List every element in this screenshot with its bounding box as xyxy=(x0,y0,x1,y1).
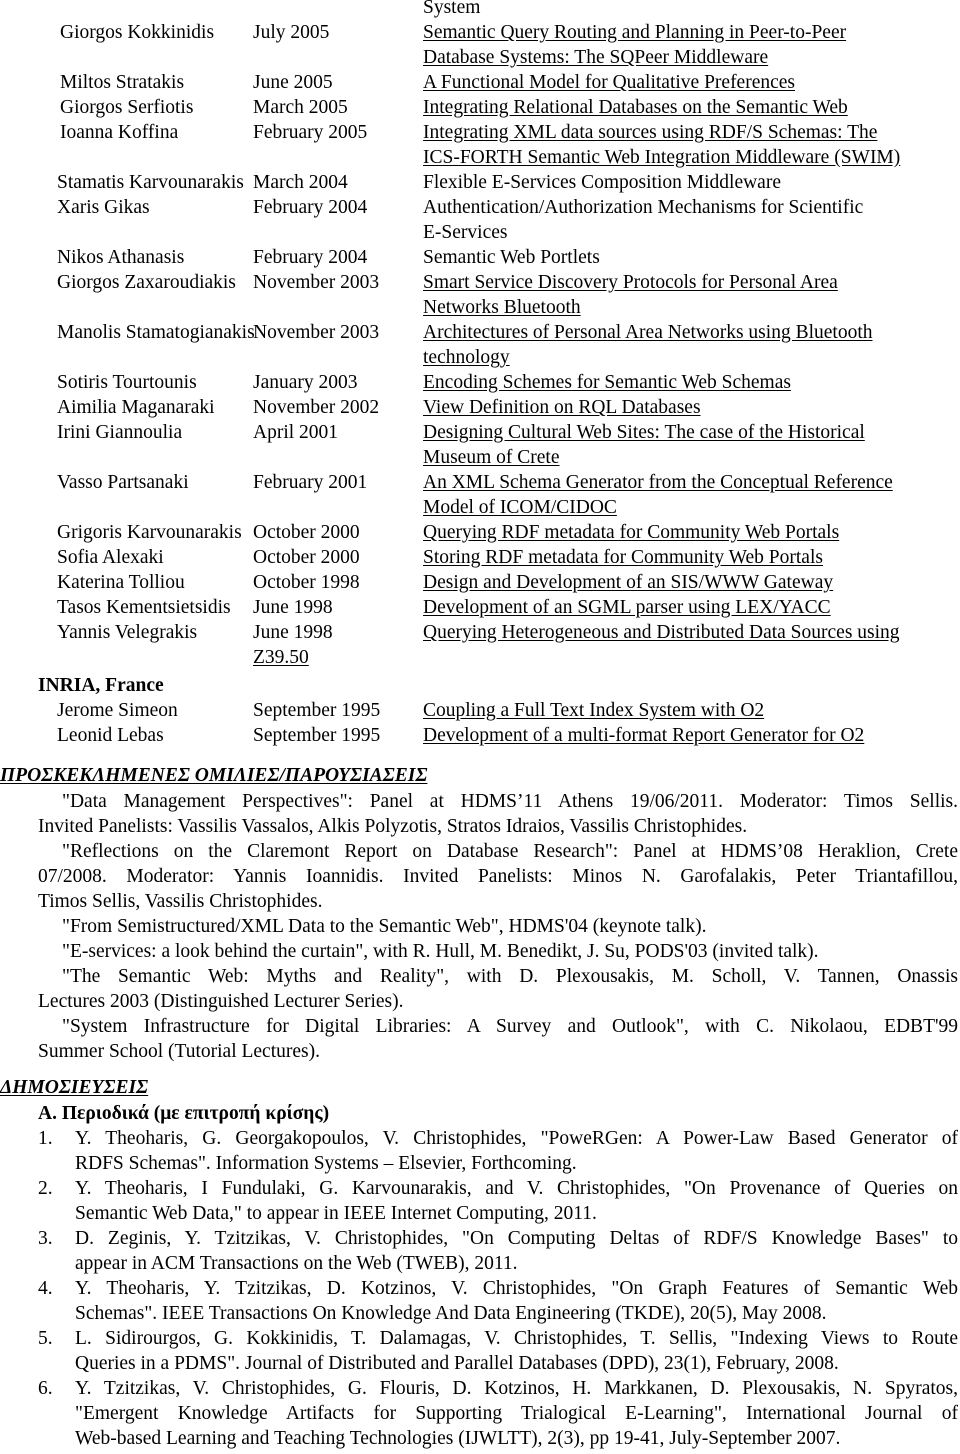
thesis-title-line: Networks Bluetooth xyxy=(423,297,581,318)
thesis-title-line: E-Services xyxy=(423,222,508,243)
thesis-title-line: Architectures of Personal Area Networks using Bluetooth xyxy=(423,322,873,343)
thesis-title xyxy=(423,395,960,420)
thesis-title xyxy=(423,120,960,170)
thesis-date: November 2003 xyxy=(253,272,380,293)
thesis-date: June 1998 xyxy=(253,597,333,618)
thesis-title-line: Coupling a Full Text Index System with O2 xyxy=(423,700,765,721)
thesis-date: February 2004 xyxy=(253,197,368,218)
thesis-title xyxy=(423,698,960,723)
thesis-title-line: Integrating XML data sources using RDF/S Schemas: The xyxy=(423,122,878,143)
thesis-title xyxy=(423,0,960,20)
thesis-student-name: Vasso Partsanaki xyxy=(57,472,189,493)
publication-line: Y. Theoharis, I Fundulaki, G. Karvounarakis, and V. Christophides, "On Provenance of Queries on xyxy=(75,1178,958,1199)
thesis-student-name: Jerome Simeon xyxy=(57,700,178,721)
publication-line: RDFS Schemas". Information Systems – Elsevier, Forthcoming. xyxy=(75,1153,577,1174)
talk-entry xyxy=(38,789,958,839)
thesis-title-line: Querying Heterogeneous and Distributed Data Sources using xyxy=(423,622,900,643)
thesis-student-name: Manolis Stamatogianakis xyxy=(57,322,255,343)
thesis-title-line: Model of ICOM/CIDOC xyxy=(423,497,617,518)
thesis-student-name: Yannis Velegrakis xyxy=(57,622,198,643)
publication-line: Queries in a PDMS". Journal of Distributed and Parallel Databases (DPD), 23(1), February, 2008. xyxy=(75,1353,839,1374)
thesis-student-name: Sofia Alexaki xyxy=(57,547,164,568)
publication-line: Schemas". IEEE Transactions On Knowledge And Data Engineering (TKDE), 20(5), May 2008. xyxy=(75,1303,827,1324)
thesis-title xyxy=(423,370,960,395)
thesis-title-line: Semantic Query Routing and Planning in Peer-to-Peer xyxy=(423,22,847,43)
thesis-date: June 1998 xyxy=(253,622,333,643)
thesis-student-name: Miltos Stratakis xyxy=(60,72,185,93)
thesis-date: June 2005 xyxy=(253,72,333,93)
thesis-title xyxy=(423,270,960,320)
publication-number: 1. xyxy=(38,1128,53,1149)
publication-line: D. Zeginis, Y. Tzitzikas, V. Christophides, "On Computing Deltas of RDF/S Knowledge Bases" to xyxy=(75,1228,958,1249)
thesis-title xyxy=(423,95,960,120)
thesis-title xyxy=(423,595,960,620)
thesis-student-name: Stamatis Karvounarakis xyxy=(57,172,244,193)
thesis-title xyxy=(423,420,960,470)
thesis-title-line: Storing RDF metadata for Community Web Portals xyxy=(423,547,823,568)
publications-heading: ΔΗΜΟΣΙΕΥΣΕΙΣ xyxy=(0,1077,149,1098)
thesis-title-line: ICS-FORTH Semantic Web Integration Middleware (SWIM) xyxy=(423,147,901,168)
thesis-title xyxy=(423,723,960,748)
publication-line: Y. Theoharis, Y. Tzitzikas, D. Kotzinos, V. Christophides, "On Graph Features of Semantic Web xyxy=(75,1278,958,1299)
publication-line: Y. Tzitzikas, V. Christophides, G. Flouris, D. Kotzinos, H. Markkanen, D. Plexousakis, N. Spyratos, xyxy=(75,1378,958,1399)
thesis-date: October 2000 xyxy=(253,547,360,568)
publication-number: 5. xyxy=(38,1328,53,1349)
publication-text xyxy=(75,1226,958,1276)
talk-line: "Reflections on the Claremont Report on Database Research": Panel at HDMS’08 Heraklion, Crete xyxy=(62,841,958,862)
publication-line: L. Sidirourgos, G. Kokkinidis, T. Dalamagas, V. Christophides, T. Sellis, "Indexing Views to Route xyxy=(75,1328,958,1349)
thesis-date: March 2004 xyxy=(253,172,348,193)
talk-line: "Data Management Perspectives": Panel at HDMS’11 Athens 19/06/2011. Moderator: Timos Sellis. xyxy=(62,791,958,812)
thesis-title-line: View Definition on RQL Databases xyxy=(423,397,701,418)
thesis-title xyxy=(423,170,960,195)
thesis-date: February 2001 xyxy=(253,472,368,493)
talk-line: Timos Sellis, Vassilis Christophides. xyxy=(38,891,323,912)
thesis-title-line: Design and Development of an SIS/WWW Gateway xyxy=(423,572,834,593)
thesis-student-name: Sotiris Tourtounis xyxy=(57,372,197,393)
publication-line: "Emergent Knowledge Artifacts for Supporting Trialogical E-Learning", International Journal of xyxy=(75,1403,958,1424)
thesis-title xyxy=(423,70,960,95)
thesis-title xyxy=(423,520,960,545)
publication-text xyxy=(75,1126,958,1176)
talk-line: Lectures 2003 (Distinguished Lecturer Series). xyxy=(38,991,404,1012)
publication-number: 4. xyxy=(38,1278,53,1299)
inria-heading: INRIA, France xyxy=(38,675,164,696)
talks-heading: ΠΡΟΣΚΕΚΛΗΜΕΝΕΣ ΟΜΙΛΙΕΣ/ΠΑΡΟΥΣΙΑΣΕΙΣ xyxy=(0,765,428,786)
publication-line: Web-based Learning and Teaching Technologies (IJWLTT), 2(3), pp 19-41, July-September 2007. xyxy=(75,1428,841,1449)
talk-line: 07/2008. Moderator: Yannis Ioannidis. Invited Panelists: Minos N. Garofalakis, Peter Triantafillou, xyxy=(38,866,958,887)
talk-line: Invited Panelists: Vassilis Vassalos, Alkis Polyzotis, Stratos Idraios, Vassilis Christophides. xyxy=(38,816,748,837)
thesis-date: April 2001 xyxy=(253,422,339,443)
thesis-title-line: A Functional Model for Qualitative Preferences xyxy=(423,72,796,93)
thesis-title-line: Smart Service Discovery Protocols for Personal Area xyxy=(423,272,838,293)
journals-subheading: Α. Περιοδικά (με επιτροπή κρίσης) xyxy=(38,1103,330,1124)
publication-number: 3. xyxy=(38,1228,53,1249)
thesis-student-name: Nikos Athanasis xyxy=(57,247,185,268)
thesis-title xyxy=(423,195,960,245)
talk-line: "System Infrastructure for Digital Libraries: A Survey and Outlook", with C. Nikolaou, EDBT'99 xyxy=(62,1016,958,1037)
thesis-title-line: Flexible E-Services Composition Middleware xyxy=(423,172,781,193)
thesis-title-line: Encoding Schemes for Semantic Web Schemas xyxy=(423,372,791,393)
talk-line: Summer School (Tutorial Lectures). xyxy=(38,1041,320,1062)
talk-entry xyxy=(38,964,958,1014)
talk-entry xyxy=(38,1014,958,1064)
talk-line: "The Semantic Web: Myths and Reality", with D. Plexousakis, M. Scholl, V. Tannen, Onassis xyxy=(62,966,958,987)
talk-line: "E-services: a look behind the curtain", with R. Hull, M. Benedikt, J. Su, PODS'03 (invited talk). xyxy=(62,941,819,962)
thesis-date: March 2005 xyxy=(253,97,348,118)
thesis-date: November 2003 xyxy=(253,322,380,343)
thesis-title-line: Semantic Web Portlets xyxy=(423,247,600,268)
thesis-title-line: Authentication/Authorization Mechanisms for Scientific xyxy=(423,197,864,218)
thesis-student-name: Irini Giannoulia xyxy=(57,422,183,443)
thesis-title-line: Integrating Relational Databases on the Semantic Web xyxy=(423,97,848,118)
thesis-date: February 2004 xyxy=(253,247,368,268)
thesis-date: January 2003 xyxy=(253,372,358,393)
thesis-title-line: Querying RDF metadata for Community Web Portals xyxy=(423,522,840,543)
thesis-title xyxy=(423,20,960,70)
thesis-student-name: Tasos Kementsietsidis xyxy=(57,597,231,618)
publication-number: 2. xyxy=(38,1178,53,1199)
thesis-title-line: Z39.50 xyxy=(253,647,309,668)
thesis-date: November 2002 xyxy=(253,397,380,418)
publication-text xyxy=(75,1276,958,1326)
thesis-date: July 2005 xyxy=(253,22,330,43)
publication-text xyxy=(75,1376,958,1451)
thesis-title xyxy=(423,545,960,570)
thesis-title-line: Designing Cultural Web Sites: The case of the Historical xyxy=(423,422,865,443)
thesis-title-line: Database Systems: The SQPeer Middleware xyxy=(423,47,769,68)
thesis-title-line: Development of a multi-format Report Generator for O2 xyxy=(423,725,865,746)
thesis-student-name: Aimilia Maganaraki xyxy=(57,397,215,418)
thesis-student-name: Grigoris Karvounarakis xyxy=(57,522,242,543)
thesis-title-line: System xyxy=(423,0,481,18)
thesis-student-name: Giorgos Kokkinidis xyxy=(60,22,215,43)
thesis-date: September 1995 xyxy=(253,700,381,721)
publication-number: 6. xyxy=(38,1378,53,1399)
thesis-date: February 2005 xyxy=(253,122,368,143)
thesis-student-name: Giorgos Serfiotis xyxy=(60,97,194,118)
publication-line: Semantic Web Data," to appear in IEEE Internet Computing, 2011. xyxy=(75,1203,597,1224)
thesis-student-name: Leonid Lebas xyxy=(57,725,164,746)
thesis-title xyxy=(423,570,960,595)
thesis-title-line: Development of an SGML parser using LEX/YACC xyxy=(423,597,831,618)
talk-entry xyxy=(38,939,958,964)
publication-line: appear in ACM Transactions on the Web (TWEB), 2011. xyxy=(75,1253,518,1274)
thesis-title xyxy=(423,320,960,370)
thesis-student-name: Giorgos Zaxaroudiakis xyxy=(57,272,236,293)
talk-line: "From Semistructured/XML Data to the Semantic Web", HDMS'04 (keynote talk). xyxy=(62,916,707,937)
thesis-title-line: technology xyxy=(423,347,510,368)
thesis-title xyxy=(423,245,960,270)
publication-text xyxy=(75,1176,958,1226)
thesis-date: October 2000 xyxy=(253,522,360,543)
thesis-date: October 1998 xyxy=(253,572,360,593)
publication-text xyxy=(75,1326,958,1376)
publication-line: Y. Theoharis, G. Georgakopoulos, V. Christophides, "PoweRGen: A Power-Law Based Generator of xyxy=(75,1128,958,1149)
thesis-student-name: Katerina Tolliou xyxy=(57,572,185,593)
thesis-title-line: Museum of Crete xyxy=(423,447,560,468)
thesis-student-name: Ioanna Koffina xyxy=(60,122,179,143)
thesis-date: September 1995 xyxy=(253,725,381,746)
thesis-title xyxy=(423,470,960,520)
talk-entry xyxy=(38,839,958,914)
talk-entry xyxy=(38,914,958,939)
thesis-student-name: Xaris Gikas xyxy=(57,197,150,218)
thesis-title-line: An XML Schema Generator from the Conceptual Reference xyxy=(423,472,893,493)
